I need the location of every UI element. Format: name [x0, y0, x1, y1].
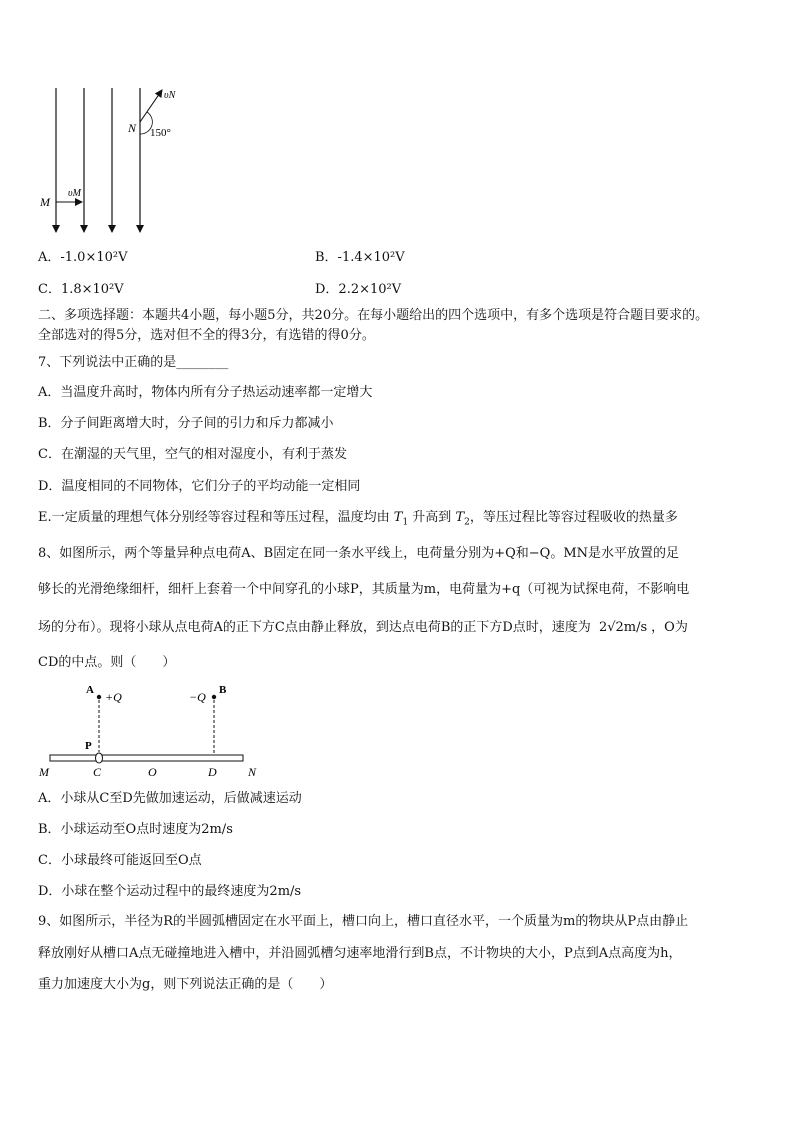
fig2-label-O: O — [148, 765, 157, 779]
fig1-label-vN: υN — [164, 90, 176, 101]
charge-B-dot — [212, 695, 216, 699]
charges-rod-figure — [30, 678, 270, 782]
q7-T2: T — [455, 510, 465, 525]
q7-option-e-text-3: ，等压过程比等容过程吸收的热量多 — [469, 510, 678, 525]
fig2-label-A: A — [86, 684, 94, 696]
q7-option-b: B．分子间距离增大时，分子间的引力和斥力都减小 — [38, 416, 334, 431]
fig2-label-N: N — [248, 765, 257, 779]
q8-option-d: D．小球在整个运动过程中的最终速度为2m/s — [38, 884, 302, 899]
q8-option-c: C．小球最终可能返回至O点 — [38, 853, 202, 868]
q8-speed-value: 2√2m/s — [598, 620, 648, 635]
q9-stem-line1: 9、如图所示，半径为R的半圆弧槽固定在水平面上，槽口向上，槽口直径水平，一个质量为m的物块从P点由静止 — [38, 914, 689, 929]
q8-stem-line4: CD的中点。则（ ） — [38, 655, 176, 670]
q6-option-d: D．2.2×10²V — [315, 282, 402, 297]
q7-T1: T — [393, 510, 403, 525]
fig1-label-M: M — [40, 195, 50, 209]
q9-stem-line2: 释放刚好从槽口A点无碰撞地进入槽中，并沿圆弧槽匀速率地滑行到B点，不计物块的大小，P点到A点高度为h， — [38, 946, 682, 961]
q7-option-e-text-2: 升高到 — [408, 510, 456, 525]
q8-stem-line3-b: ，O为 — [651, 620, 688, 635]
fig2-label-D: D — [208, 765, 217, 779]
q6-option-c: C．1.8×10²V — [38, 282, 124, 297]
fig1-label-N: N — [128, 121, 137, 135]
q7-option-a: A．当温度升高时，物体内所有分子热运动速率都一定增大 — [38, 385, 373, 400]
q8-stem-line1: 8、如图所示，两个等量异种点电荷A、B固定在同一条水平线上，电荷量分别为+Q和−Q。MN是水平放置的足 — [38, 546, 679, 561]
q8-option-b: B．小球运动至O点时速度为2m/s — [38, 822, 233, 837]
insulating-rod — [50, 755, 243, 761]
q7-T2-sub: 2 — [464, 517, 470, 528]
q7-option-c: C．在潮湿的天气里，空气的相对湿度小，有利于蒸发 — [38, 447, 347, 462]
q7-stem: 7、下列说法中正确的是________ — [38, 355, 229, 370]
q7-option-e-text-1: E.一定质量的理想气体分别经等容过程和等压过程，温度均由 — [38, 510, 394, 525]
q9-stem-line3: 重力加速度大小为g，则下列说法正确的是（ ） — [38, 977, 333, 992]
section2-heading: 二、多项选择题：本题共4小题，每小题5分，共20分。在每小题给出的四个选项中，有多个选项是符合题目要求的。 — [38, 308, 709, 323]
fig2-label-C: C — [93, 765, 102, 779]
fig2-label-plusQ: +Q — [105, 690, 122, 704]
q8-stem-line3-a: 场的分布）。现将小球从点电荷A的正下方C点由静止释放，到达点电荷B的正下方D点时，速度为 — [38, 620, 591, 635]
q6-option-a: A．-1.0×10²V — [38, 250, 128, 265]
section2-heading-cont: 全部选对的得5分，选对但不全的得3分，有选错的得0分。 — [38, 328, 375, 343]
q8-stem-line3 — [38, 620, 688, 636]
charge-A-dot — [97, 695, 101, 699]
fig2-label-P: P — [85, 740, 92, 752]
ball-P — [96, 753, 103, 763]
fig2-label-B: B — [219, 684, 227, 696]
fig2-label-minusQ: −Q — [189, 690, 206, 704]
fig1-label-vM: υM — [68, 188, 81, 199]
q7-option-d: D．温度相同的不同物体，它们分子的平均动能一定相同 — [38, 479, 361, 494]
q7-option-e — [38, 510, 678, 531]
field-lines-figure — [30, 82, 200, 242]
fig1-label-angle: 150° — [150, 127, 171, 139]
q7-T1-sub: 1 — [402, 517, 409, 528]
q6-option-b: B．-1.4×10²V — [315, 250, 405, 265]
q8-option-a: A．小球从C至D先做加速运动，后做减速运动 — [38, 791, 302, 806]
fig2-label-M: M — [39, 765, 49, 779]
q8-stem-line2: 够长的光滑绝缘细杆，细杆上套着一个中间穿孔的小球P，其质量为m，电荷量为+q（可视为试探电荷，不影响电 — [38, 582, 690, 597]
